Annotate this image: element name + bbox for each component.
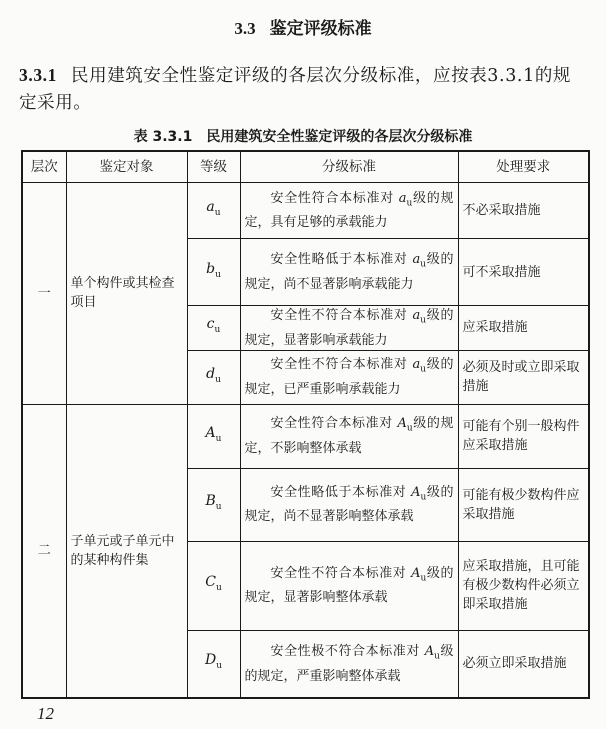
object-cell: 子单元或子单元中的某种构件集 xyxy=(66,404,187,698)
grading-standard-table xyxy=(21,150,590,699)
criteria-cell: 安全性略低于本标准对 $a_u$级的规定，尚不显著影响承载能力 xyxy=(240,239,458,306)
table-caption-title: 民用建筑安全性鉴定评级的各层次分级标准 xyxy=(206,129,473,145)
grade-cell: $a_u$ xyxy=(187,183,240,239)
requirement-cell: 必须及时或立即采取措施 xyxy=(458,350,589,404)
grade-cell: $B_u$ xyxy=(187,468,240,541)
criteria-cell: 安全性符合本标准对 $A_u$级的规定，不影响整体承载 xyxy=(240,404,458,468)
header-level: 层次 xyxy=(22,151,66,183)
section-title xyxy=(0,14,606,39)
section-title-text: 鉴定评级标准 xyxy=(269,19,372,39)
level-cell: 二 xyxy=(22,404,66,698)
table-header-row xyxy=(22,151,589,183)
requirement-cell: 应采取措施 xyxy=(458,306,589,351)
header-grade: 等级 xyxy=(187,151,240,183)
criteria-cell: 安全性不符合本标准对 $A_u$级的规定，显著影响整体承载 xyxy=(240,541,458,630)
criteria-cell: 安全性略低于本标准对 $A_u$级的规定，尚不显著影响整体承载 xyxy=(240,468,458,541)
object-cell: 单个构件或其检查项目 xyxy=(66,183,187,405)
grade-cell: $d_u$ xyxy=(187,350,240,404)
requirement-cell: 应采取措施，且可能有极少数构件必须立即采取措施 xyxy=(458,541,589,630)
requirement-cell: 必须立即采取措施 xyxy=(458,630,589,698)
table-caption-number: 表 3.3.1 xyxy=(133,129,193,145)
grade-cell: $c_u$ xyxy=(187,306,240,351)
table-caption xyxy=(0,126,606,146)
page-number: 12 xyxy=(37,704,54,723)
header-requirement: 处理要求 xyxy=(458,151,589,183)
clause-paragraph xyxy=(19,62,589,117)
grade-cell: $A_u$ xyxy=(187,404,240,468)
grade-cell: $D_u$ xyxy=(187,630,240,698)
criteria-cell: 安全性符合本标准对 $a_u$级的规定，具有足够的承载能力 xyxy=(240,183,458,239)
header-criteria: 分级标准 xyxy=(240,151,458,183)
criteria-cell: 安全性不符合本标准对 $a_u$级的规定，已严重影响承载能力 xyxy=(240,350,458,404)
clause-number: 3.3.1 xyxy=(19,65,57,85)
header-object: 鉴定对象 xyxy=(66,151,187,183)
requirement-cell: 可能有极少数构件应采取措施 xyxy=(458,468,589,541)
requirement-cell: 可能有个别一般构件应采取措施 xyxy=(458,404,589,468)
requirement-cell: 可不采取措施 xyxy=(458,239,589,306)
criteria-cell: 安全性极不符合本标准对 $A_u$级的规定，严重影响整体承载 xyxy=(240,630,458,698)
table-row xyxy=(22,404,589,468)
clause-text: 民用建筑安全性鉴定评级的各层次分级标准，应按表3.3.1的规定采用。 xyxy=(19,66,572,113)
grade-cell: $C_u$ xyxy=(187,541,240,630)
section-number: 3.3 xyxy=(234,19,256,38)
requirement-cell: 不必采取措施 xyxy=(458,183,589,239)
grade-cell: $b_u$ xyxy=(187,239,240,306)
table-row xyxy=(22,183,589,239)
level-cell: 一 xyxy=(22,183,66,405)
criteria-cell: 安全性不符合本标准对 $a_u$级的规定，显著影响承载能力 xyxy=(240,306,458,351)
